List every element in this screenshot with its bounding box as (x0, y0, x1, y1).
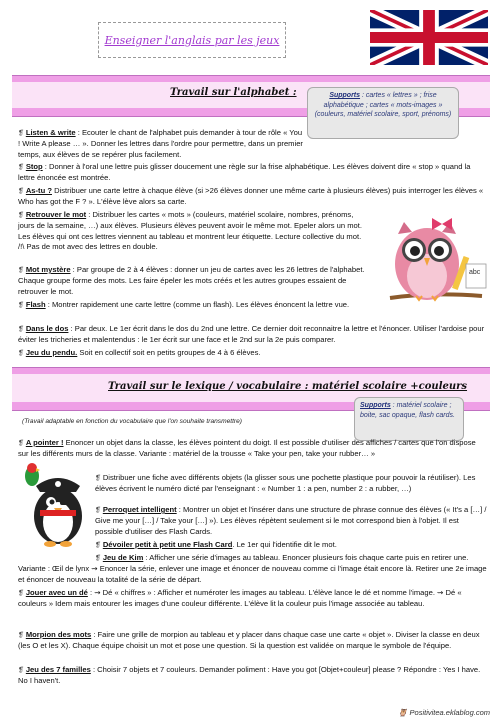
footer-text: Positivitea.eklablog.com (409, 708, 490, 717)
activity-text: Soit en collectif soit en petits groupes de 4 à 6 élèves. (77, 348, 261, 357)
activity-mot-mystere: ❡ Mot mystère : Par groupe de 2 à 4 élèves : donner un jeu de cartes avec les 26 lettres de l'alphabet. Chaque groupe forme des mots. Les faire épeler les mots créés et les autres groupes essaient de retrouver le mot. (18, 265, 365, 296)
activity-text: : Par deux. Le 1er écrit dans le dos du 2nd une lettre. Ce dernier doit reconnaitre la lettre et l'énoncer. Utiliser l'ardoise pour éviter les tricheries et malentendus : le 1er écrit sur une face et le 2nd sur la 2e puis comparer. (18, 324, 485, 345)
activity-label: Perroquet intelligent (102, 505, 177, 514)
support-box-lexique (354, 397, 464, 441)
activity-label: Stop (25, 162, 43, 171)
activity-label: As-tu ? (25, 186, 52, 195)
page-title-box (98, 22, 286, 58)
activity-text: : Distribuer les cartes « mots » (couleurs, matériel scolaire, nombres, prénoms, jours de la semaine, …) aux élèves. Plusieurs élèves peuvent avoir le même mot. Epeler alors un mot. Les élèves qui ont ces lettres viennent au tableau et montrent leur étiquette. Lecture collective du mot. /!\ Pas de mot avec des lettres en double. (18, 210, 362, 251)
activity-devoiler-flash-card: ❡ Dévoiler petit à petit une Flash Card. Le 1er qui l'identifie dit le mot. (95, 540, 337, 549)
footer-owl-icon: 🦉 (398, 708, 408, 717)
activity-fiche-objets: ❡ Distribuer une fiche avec différents objets (la glisser sous une pochette plastique pour pouvoir la réutiliser). Les élèves écrivent le numéro dicté par l'enseignant : « Number 1 : a pen, number 2 : a rubber, …) (95, 473, 476, 494)
section-lexique-title: Travail sur le lexique / vocabulaire : matériel scolaire +couleurs (108, 381, 468, 392)
activity-text: . Le 1er qui l'identifie dit le mot. (232, 540, 337, 549)
activity-a-pointer: ❡ A pointer ! Enoncer un objet dans la classe, les élèves pointent du doigt. Il est possible d'utiliser des affiches / cartes que l'on dispose sur les différents murs de la classe. Variante : matériel de la trousse « Take your pen, take your rubber… » (18, 438, 476, 459)
section-lexique-note: (Travail adaptable en fonction du vocabulaire que l'on souhaite transmettre) (22, 418, 242, 425)
activity-retrouver-le-mot: ❡ Retrouver le mot : Distribuer les cartes « mots » (couleurs, matériel scolaire, nombres, prénoms, jours de la semaine, …) aux élèves. Plusieurs élèves peuvent avoir le même mot. Epeler alors un mot. Les élèves qui ont ces lettres viennent au tableau et montrent leur étiquette. Lecture collective du mot. /!\ Pas de mot avec des lettres en double. (18, 210, 362, 251)
activity-label: Jeu de Kim (102, 553, 144, 562)
activity-text: : Faire une grille de morpion au tableau et y placer dans chaque case une carte « objet ». Diviser la classe en deux (les O et les X). Chaque équipe choisit un mot et pose une question. Si la question est validée on marque le symbole de l'équipe. (18, 630, 480, 651)
activity-text: : Ecouter le chant de l'alphabet puis demander à tour de rôle « You ! Write A please … ». Donner les lettres dans l'ordre pour permettre, dans un premier temps, aux élèves de se repérer plus facilement. (18, 128, 303, 159)
support-label: Supports (360, 402, 391, 409)
activity-label: Jeu du pendu. (25, 348, 78, 357)
activity-text: Distribuer une fiche avec différents objets (la glisser sous une pochette plastique pour pouvoir la réutiliser). Les élèves écrivent le numéro dicté par l'enseignant : « Number 1 : a pen, number 2 : a rubber, …) (95, 473, 476, 494)
activity-text: Enoncer un objet dans la classe, les élèves pointent du doigt. Il est possible d'utiliser des affiches / cartes que l'on dispose sur les différents murs de la classe. Variante : matériel de la trousse « Take your pen, take your rubber… » (18, 438, 476, 459)
activity-label: Dévoiler petit à petit une Flash Card (102, 540, 233, 549)
activity-label: Listen & write (25, 128, 76, 137)
activity-jouer-avec-un-de: ❡ Jouer avec un dé : ⇝ Dé « chiffres » : Afficher et numéroter les images au tableau. L'élève lance le dé et nomme l'image. ⇝ Dé « couleurs » Idem mais entourer les images d'une couleur différente. L'élève lit la couleur puis l'image associée au tableau. (18, 588, 462, 609)
activity-jeu-de-kim: ❡ Jeu de Kim : Afficher une série d'images au tableau. Enoncer plusieurs fois chaque carte puis en retirer une. Variante : Œil de lynx ⇝ Enoncer la série, enlever une image et énoncer de nouveau comme ci l'image était encore là. Retirer une 2e image et énoncer de nouveau la totalité de la série de départ. (18, 553, 487, 584)
activity-label: Retrouver le mot (25, 210, 87, 219)
activity-jeu-des-7-familles: ❡ Jeu des 7 familles : Choisir 7 objets et 7 couleurs. Demander poliment : Have you got [Objet+couleur] please ? Répondre : Yes I have. No I haven't. (18, 665, 481, 686)
uk-flag-icon (370, 10, 488, 65)
activity-text: : Par groupe de 2 à 4 élèves : donner un jeu de cartes avec les 26 lettres de l'alphabet. Chaque groupe forme des mots. Les faire épeler les mots créés et les autres groupes essaient de retrouver le mot. (18, 265, 365, 296)
activity-flash: ❡ Flash : Montrer rapidement une carte lettre (comme un flash). Les élèves énoncent la lettre vue. (18, 300, 350, 309)
activity-text: : Montrer rapidement une carte lettre (comme un flash). Les élèves énoncent la lettre vue. (45, 300, 350, 309)
activity-jeu-du-pendu: ❡ Jeu du pendu. Soit en collectif soit en petits groupes de 4 à 6 élèves. (18, 348, 261, 357)
activity-label: Jeu des 7 familles (25, 665, 91, 674)
activity-morpion-des-mots: ❡ Morpion des mots : Faire une grille de morpion au tableau et y placer dans chaque case une carte « objet ». Diviser la classe en deux (les O et les X). Chaque équipe choisit un mot et pose une question. Si la question est validée on marque le symbole de l'équipe. (18, 630, 480, 651)
activity-as-tu: ❡ As-tu ? Distribuer une carte lettre à chaque élève (si >26 élèves donner une même carte à plusieurs élèves) puis interroger les élèves « Who has got the F ? ». L'élève lève alors sa carte. (18, 186, 484, 207)
support-text: : matériel scolaire ; boite, sac opaque, flash cards. (360, 402, 455, 419)
support-text: : cartes « lettres » ; frise alphabétique ; cartes « mots-images » (couleurs, matériel scolaire, sport, prénoms) (314, 92, 452, 118)
activity-label: A pointer ! (25, 438, 64, 447)
support-box-alphabet (307, 87, 459, 139)
support-label: Supports (329, 92, 361, 99)
activity-dans-le-dos: ❡ Dans le dos : Par deux. Le 1er écrit dans le dos du 2nd une lettre. Ce dernier doit reconnaitre la lettre et l'énoncer. Utiliser l'ardoise pour éviter les tricheries et malentendus : le 1er écrit sur une face et le 2nd sur la 2e puis comparer. (18, 324, 485, 345)
activity-text: Distribuer une carte lettre à chaque élève (si >26 élèves donner une même carte à plusieurs élèves) puis interroger les élèves « Who has got the F ? ». L'élève lève alors sa carte. (18, 186, 484, 207)
activity-stop: ❡ Stop : Donner à l'oral une lettre puis glisser doucement une règle sur la frise alphabétique. Les élèves doivent dire « stop » quand la lettre énoncée est montrée. (18, 162, 471, 183)
activity-listen-write: ❡ Listen & write : Ecouter le chant de l'alphabet puis demander à tour de rôle « You ! Write A please … ». Donner les lettres dans l'ordre pour permettre, dans un premier temps, aux élèves de se repérer plus facilement. (18, 128, 303, 159)
activity-perroquet-intelligent: ❡ Perroquet intelligent : Montrer un objet et l'insérer dans une structure de phrase connue des élèves (« It's a […] / Give me your […] / Take your […] »). Les élèves répètent seulement si le mot correspond bien à l'objet. Il est possible d'utiliser des Flash Cards. (95, 505, 487, 536)
penguin-pirate-illustration-icon (18, 462, 92, 548)
activity-label: Morpion des mots (25, 630, 92, 639)
page-title: Enseigner l'anglais par les jeux (104, 33, 280, 47)
activity-text: : Montrer un objet et l'insérer dans une structure de phrase connue des élèves (« It's a […] / Give me your […] / Take your […] »). Les élèves répètent seulement si le mot correspond bien à l'objet. Il est possible d'utiliser des Flash Cards. (95, 505, 487, 536)
activity-text: : Afficher une série d'images au tableau. Enoncer plusieurs fois chaque carte puis en retirer une. Variante : Œil de lynx ⇝ Enoncer la série, enlever une image et énoncer de nouveau comme ci l'image était encore là. Retirer une 2e image et énoncer de nouveau la totalité de la série de départ. (18, 553, 487, 584)
activity-label: Jouer avec un dé (25, 588, 88, 597)
activity-label: Mot mystère (25, 265, 71, 274)
owl-illustration-icon (382, 212, 492, 312)
section-alphabet-title: Travail sur l'alphabet : (170, 87, 297, 98)
activity-text: : Choisir 7 objets et 7 couleurs. Demander poliment : Have you got [Objet+couleur] please ? Répondre : Yes I have. No I haven't. (18, 665, 481, 686)
activity-label: Dans le dos (25, 324, 69, 333)
footer-credit (398, 708, 490, 717)
svg-text:abc: abc (469, 269, 481, 276)
activity-text: : Donner à l'oral une lettre puis glisser doucement une règle sur la frise alphabétique. Les élèves doivent dire « stop » quand la lettre énoncée est montrée. (18, 162, 471, 183)
activity-text: : ⇝ Dé « chiffres » : Afficher et numéroter les images au tableau. L'élève lance le dé et nomme l'image. ⇝ Dé « couleurs » Idem mais entourer les images d'une couleur différente. L'élève lit la couleur puis l'image associée au tableau. (18, 588, 462, 609)
activity-label: Flash (25, 300, 46, 309)
